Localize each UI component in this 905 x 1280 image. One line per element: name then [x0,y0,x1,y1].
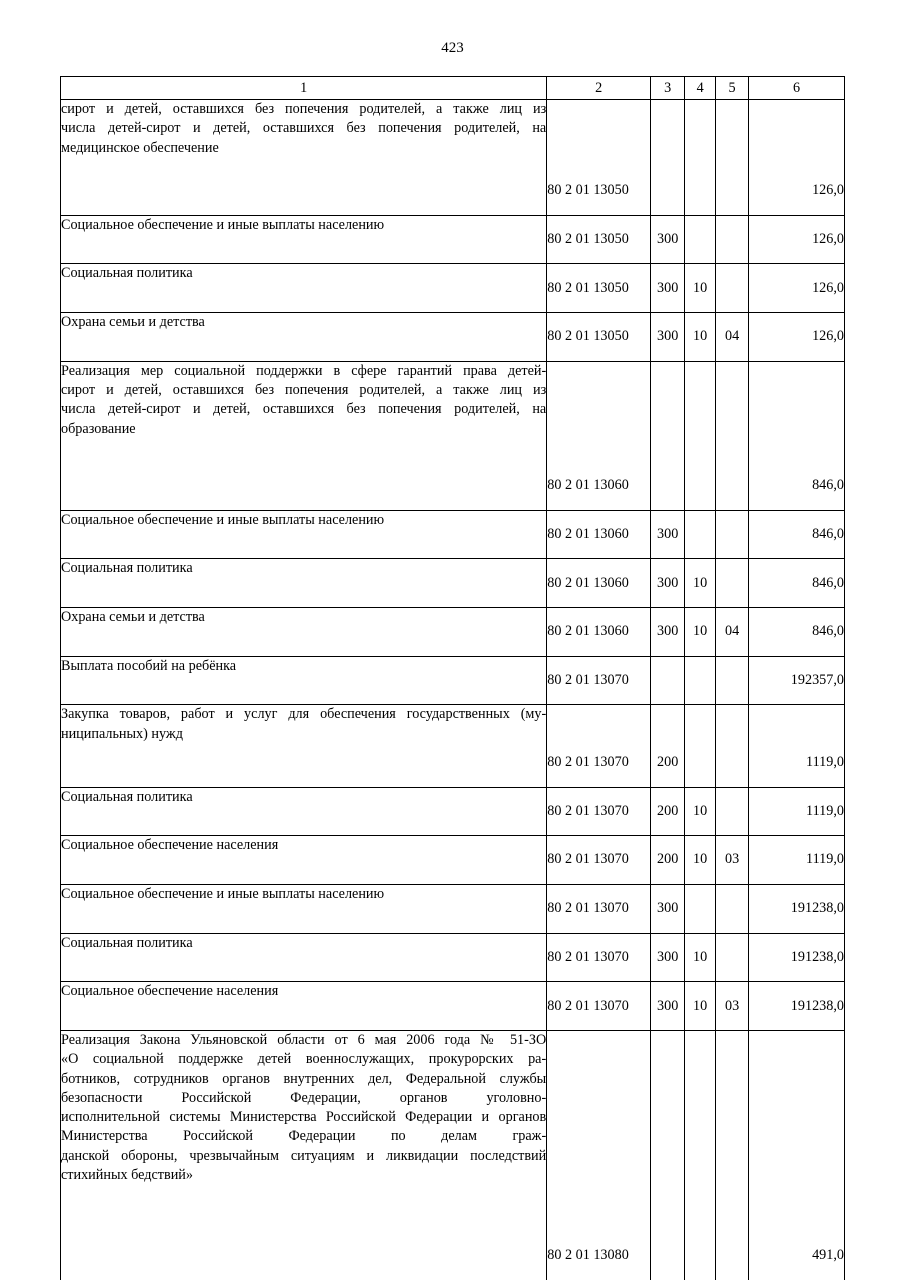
spacer-line [716,1179,748,1198]
row-group-value [651,671,684,690]
row-group-value [651,476,684,495]
row-subsection [716,361,749,510]
row-code-value: 80 2 01 13070 [547,802,650,821]
row-code-value: 80 2 01 13060 [547,622,650,641]
column-header-3: 3 [651,77,685,100]
description-line: Социальная политика [61,788,546,807]
row-group [651,559,685,608]
row-amount-value: 491,0 [749,1246,844,1265]
row-amount [749,656,845,705]
spacer-line [716,1079,748,1098]
row-code [547,312,651,361]
description-line: Закупка товаров, работ и услуг для обеспечения государственных (му- [61,705,546,724]
row-group [651,608,685,657]
row-subsection [716,787,749,836]
spacer-line [749,1079,844,1098]
row-section [685,933,716,982]
column-header-6: 6 [749,77,845,100]
spacer-line [685,1079,715,1098]
row-code [547,361,651,510]
row-code-value: 80 2 01 13060 [547,476,650,495]
description-line: Социальное обеспечение населения [61,836,546,855]
table-header-row [61,77,845,100]
row-description [61,787,547,836]
row-subsection-value: 04 [716,327,748,346]
description-line: Социальное обеспечение и иные выплаты населению [61,885,546,904]
row-subsection-value [716,753,748,772]
row-amount [749,787,845,836]
row-section [685,705,716,787]
spacer-line [685,1213,715,1232]
row-group-value [651,1246,684,1265]
row-amount [749,559,845,608]
description-line: Социальное обеспечение населения [61,982,546,1001]
row-section-value [685,181,715,200]
description-line: Охрана семьи и детства [61,608,546,627]
row-section [685,264,716,313]
row-description [61,836,547,885]
spacer-line [749,148,844,167]
spacer-line [547,114,650,133]
row-section-value: 10 [685,622,715,641]
row-description [61,264,547,313]
row-section-value: 10 [685,574,715,593]
row-code [547,933,651,982]
spacer-line [749,1213,844,1232]
row-group-value: 300 [651,279,684,298]
spacer-line [685,720,715,739]
row-code [547,787,651,836]
description-line: Социальное обеспечение и иные выплаты населению [61,216,546,235]
row-code-value: 80 2 01 13070 [547,899,650,918]
row-code-value: 80 2 01 13060 [547,574,650,593]
row-amount [749,933,845,982]
spacer-line [651,376,684,395]
row-section-value [685,1246,715,1265]
row-section [685,982,716,1031]
table-row [61,836,845,885]
row-subsection-value [716,476,748,495]
row-description [61,705,547,787]
table-row [61,559,845,608]
table-row [61,1030,845,1280]
spacer-line [685,114,715,133]
row-section [685,559,716,608]
row-group-value [651,181,684,200]
spacer-line [685,376,715,395]
spacer-line [651,1112,684,1131]
row-amount [749,608,845,657]
row-group-value: 300 [651,525,684,544]
row-group-value: 300 [651,574,684,593]
row-description [61,559,547,608]
row-code-value: 80 2 01 13070 [547,671,650,690]
spacer-line [749,409,844,428]
spacer-line [651,409,684,428]
row-subsection [716,312,749,361]
row-amount [749,264,845,313]
row-group [651,933,685,982]
spacer-line [651,1146,684,1165]
row-amount-value: 126,0 [749,327,844,346]
row-section-value [685,899,715,918]
description-line: данской обороны, чрезвычайным ситуациям и ликвидации последствий [61,1147,546,1166]
spacer-line [547,1146,650,1165]
row-subsection-value [716,1246,748,1265]
page-number: 423 [0,40,905,57]
row-subsection-value: 04 [716,622,748,641]
spacer-line [547,1179,650,1198]
spacer-line [716,376,748,395]
row-code [547,836,651,885]
spacer-line [547,409,650,428]
spacer-line [749,1179,844,1198]
row-subsection [716,982,749,1031]
row-code [547,264,651,313]
row-description [61,361,547,510]
row-group-value: 300 [651,948,684,967]
row-amount-value: 1119,0 [749,802,844,821]
spacer-line [749,114,844,133]
row-amount [749,884,845,933]
description-line: ниципальных) нужд [61,725,546,744]
row-subsection [716,836,749,885]
spacer-line [685,148,715,167]
spacer-line [651,1045,684,1064]
description-line: медицинское обеспечение [61,139,546,158]
description-line: Социальное обеспечение и иные выплаты населению [61,511,546,530]
description-line: Выплата пособий на ребёнка [61,657,546,676]
spacer-line [547,720,650,739]
spacer-line [716,720,748,739]
row-code-value: 80 2 01 13050 [547,181,650,200]
row-group [651,705,685,787]
row-subsection [716,1030,749,1280]
spacer-line [685,1112,715,1131]
row-description [61,933,547,982]
row-group-value: 300 [651,230,684,249]
table-row [61,933,845,982]
table-row [61,982,845,1031]
row-section-value [685,753,715,772]
row-section-value [685,230,715,249]
row-description [61,510,547,559]
description-line: исполнительной системы Министерства Российской Федерации и органов Министерства Российской Федерации по делам граж- [61,1108,546,1147]
row-section-value: 10 [685,948,715,967]
spacer-line [685,1179,715,1198]
row-section-value [685,525,715,544]
spacer-line [749,376,844,395]
description-line: сирот и детей, оставшихся без попечения родителей, а также лиц из [61,100,546,119]
spacer-line [749,443,844,462]
row-section-value: 10 [685,997,715,1016]
row-subsection-value [716,181,748,200]
description-line: сирот и детей, оставшихся без попечения родителей, а также лиц из [61,381,546,400]
row-section [685,100,716,216]
row-code-value: 80 2 01 13060 [547,525,650,544]
row-amount-value: 126,0 [749,230,844,249]
row-code [547,608,651,657]
column-header-4: 4 [685,77,716,100]
row-amount-value: 191238,0 [749,899,844,918]
row-subsection-value [716,802,748,821]
row-subsection [716,100,749,216]
row-group [651,215,685,264]
row-amount-value: 192357,0 [749,671,844,690]
row-group-value: 300 [651,899,684,918]
row-section [685,361,716,510]
row-amount-value: 1119,0 [749,850,844,869]
row-amount-value: 191238,0 [749,997,844,1016]
row-subsection-value [716,671,748,690]
row-code-value: 80 2 01 13050 [547,279,650,298]
row-section [685,1030,716,1280]
row-amount-value: 126,0 [749,181,844,200]
row-code-value: 80 2 01 13050 [547,327,650,346]
row-subsection-value [716,948,748,967]
table-row [61,312,845,361]
row-amount-value: 846,0 [749,525,844,544]
row-subsection [716,933,749,982]
description-line: образование [61,420,546,439]
row-subsection [716,215,749,264]
row-code-value: 80 2 01 13070 [547,948,650,967]
row-amount [749,836,845,885]
spacer-line [716,409,748,428]
description-line: Социальная политика [61,559,546,578]
table-row [61,884,845,933]
description-line: безопасности Российской Федерации, органов уголовно- [61,1089,546,1108]
description-line: числа детей-сирот и детей, оставшихся без попечения родителей, на [61,400,546,419]
spacer-line [749,1146,844,1165]
table-row [61,215,845,264]
row-group-value: 200 [651,802,684,821]
row-amount [749,510,845,559]
spacer-line [547,376,650,395]
row-code [547,510,651,559]
row-subsection [716,559,749,608]
budget-table-container [60,76,845,1280]
row-amount-value: 846,0 [749,574,844,593]
row-description [61,1030,547,1280]
row-amount [749,100,845,216]
row-code [547,705,651,787]
description-line: числа детей-сирот и детей, оставшихся без попечения родителей, на [61,119,546,138]
row-subsection-value [716,899,748,918]
row-subsection [716,264,749,313]
row-description [61,100,547,216]
row-code [547,559,651,608]
spacer-line [716,1213,748,1232]
spacer-line [716,114,748,133]
row-subsection [716,656,749,705]
row-code [547,100,651,216]
row-code-value: 80 2 01 13070 [547,997,650,1016]
row-group [651,100,685,216]
spacer-line [716,148,748,167]
spacer-line [547,1213,650,1232]
table-row [61,264,845,313]
row-amount-value: 846,0 [749,476,844,495]
row-group [651,836,685,885]
row-group [651,787,685,836]
spacer-line [716,1146,748,1165]
spacer-line [547,1079,650,1098]
spacer-line [651,1079,684,1098]
spacer-line [547,1112,650,1131]
row-code-value: 80 2 01 13050 [547,230,650,249]
row-amount-value: 191238,0 [749,948,844,967]
table-row [61,361,845,510]
row-group [651,312,685,361]
row-code [547,656,651,705]
row-amount [749,215,845,264]
row-subsection-value [716,279,748,298]
row-section [685,312,716,361]
row-description [61,608,547,657]
row-amount [749,705,845,787]
row-code [547,982,651,1031]
table-row [61,510,845,559]
spacer-line [685,1146,715,1165]
row-group [651,361,685,510]
row-group [651,510,685,559]
row-group-value: 300 [651,997,684,1016]
column-header-2: 2 [547,77,651,100]
row-section-value [685,671,715,690]
row-description [61,656,547,705]
spacer-line [651,148,684,167]
row-section [685,836,716,885]
column-header-1: 1 [61,77,547,100]
row-description [61,215,547,264]
row-subsection [716,884,749,933]
row-section [685,215,716,264]
row-section-value: 10 [685,802,715,821]
spacer-line [749,720,844,739]
row-subsection [716,705,749,787]
spacer-line [547,148,650,167]
row-description [61,982,547,1031]
spacer-line [651,114,684,133]
row-subsection-value: 03 [716,850,748,869]
row-code [547,215,651,264]
description-line: ботников, сотрудников органов внутренних дел, Федеральной службы [61,1070,546,1089]
row-section [685,787,716,836]
table-row [61,608,845,657]
description-line: Социальная политика [61,934,546,953]
table-row [61,705,845,787]
description-line: «О социальной поддержке детей военнослужащих, прокурорских ра- [61,1050,546,1069]
spacer-line [651,1179,684,1198]
row-code-value: 80 2 01 13080 [547,1246,650,1265]
row-group [651,884,685,933]
row-code [547,1030,651,1280]
row-section [685,884,716,933]
row-group-value: 300 [651,327,684,346]
row-section-value [685,476,715,495]
spacer-line [685,409,715,428]
row-amount [749,982,845,1031]
spacer-line [685,1045,715,1064]
description-line: Социальная политика [61,264,546,283]
row-section [685,656,716,705]
spacer-line [716,1045,748,1064]
description-line: стихийных бедствий» [61,1166,546,1185]
row-subsection-value [716,525,748,544]
row-group [651,982,685,1031]
row-subsection-value [716,574,748,593]
row-amount [749,1030,845,1280]
row-description [61,884,547,933]
table-row [61,656,845,705]
row-amount [749,361,845,510]
row-section [685,510,716,559]
row-group-value: 300 [651,622,684,641]
row-amount-value: 1119,0 [749,753,844,772]
row-subsection [716,608,749,657]
table-row [61,787,845,836]
spacer-line [749,1045,844,1064]
spacer-line [716,1112,748,1131]
table-row [61,100,845,216]
row-description [61,312,547,361]
table-header [61,77,845,100]
spacer-line [651,720,684,739]
spacer-line [547,443,650,462]
row-amount-value: 846,0 [749,622,844,641]
row-section-value: 10 [685,850,715,869]
row-group [651,264,685,313]
spacer-line [749,1112,844,1131]
description-line: Охрана семьи и детства [61,313,546,332]
row-section-value: 10 [685,279,715,298]
row-code [547,884,651,933]
row-group-value: 200 [651,850,684,869]
row-group [651,1030,685,1280]
description-line: Реализация мер социальной поддержки в сфере гарантий права детей- [61,362,546,381]
budget-table [60,76,845,1280]
row-subsection-value: 03 [716,997,748,1016]
row-code-value: 80 2 01 13070 [547,753,650,772]
row-group-value: 200 [651,753,684,772]
spacer-line [716,443,748,462]
row-code-value: 80 2 01 13070 [547,850,650,869]
row-group [651,656,685,705]
description-line: Реализация Закона Ульяновской области от 6 мая 2006 года № 51-ЗО [61,1031,546,1050]
row-subsection-value [716,230,748,249]
spacer-line [547,1045,650,1064]
row-amount-value: 126,0 [749,279,844,298]
row-section [685,608,716,657]
spacer-line [651,443,684,462]
row-amount [749,312,845,361]
table-body [61,100,845,1280]
row-subsection [716,510,749,559]
spacer-line [685,443,715,462]
spacer-line [651,1213,684,1232]
row-section-value: 10 [685,327,715,346]
column-header-5: 5 [716,77,749,100]
